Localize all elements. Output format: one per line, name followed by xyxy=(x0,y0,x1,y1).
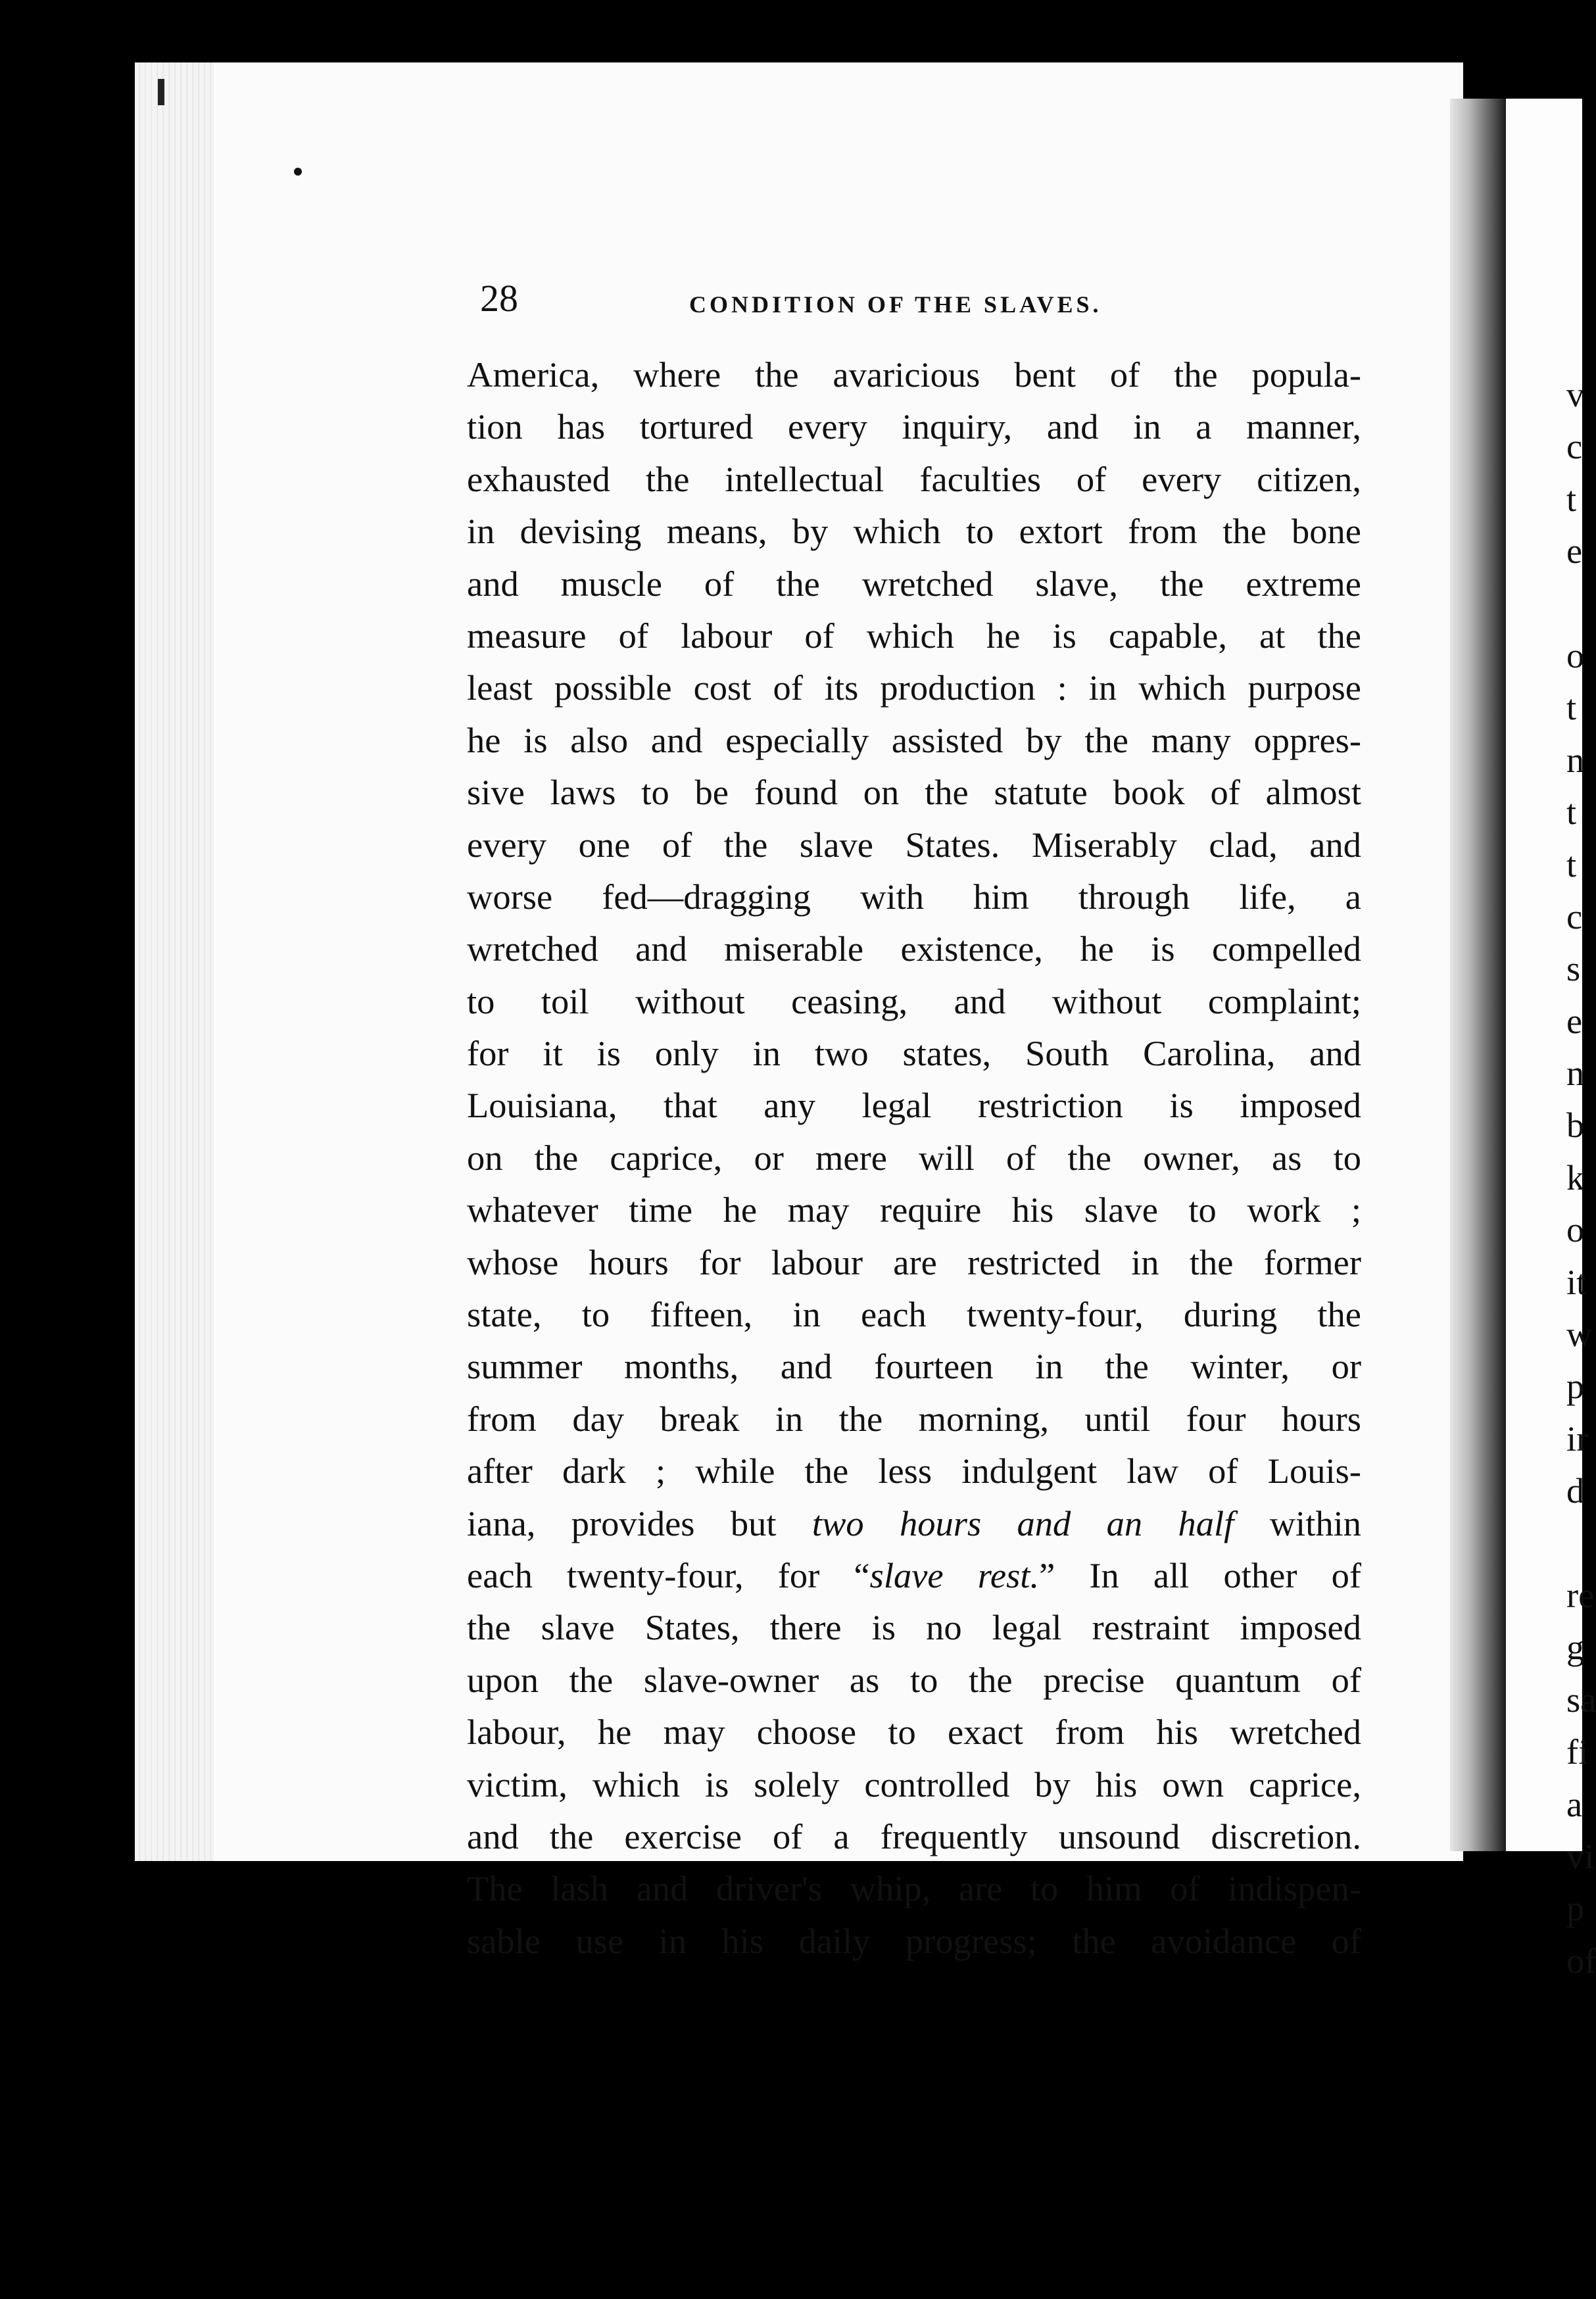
text-line: and muscle of the wretched slave, the extreme xyxy=(467,563,1361,604)
fragment: t xyxy=(1566,792,1577,833)
fragment: o xyxy=(1566,1209,1585,1250)
fragment: fi xyxy=(1566,1731,1589,1772)
fragment: d xyxy=(1566,1470,1585,1511)
fragment: c xyxy=(1566,896,1583,936)
fragment: t xyxy=(1566,687,1577,728)
text-line-with-italic xyxy=(467,1497,1361,1549)
text-run: iana, provides but xyxy=(467,1503,812,1543)
fragment: p xyxy=(1566,1888,1585,1929)
fragment: of xyxy=(1566,1940,1596,1981)
text-line: America, where the avaricious bent of the popula- xyxy=(467,354,1361,395)
text-line: least possible cost of its production : in which purpose xyxy=(467,667,1361,708)
italic-phrase: two hours and an half xyxy=(811,1503,1234,1543)
running-head xyxy=(480,276,1368,329)
text-line: exhausted the intellectual faculties of every citizen, xyxy=(467,458,1361,499)
text-line: sive laws to be found on the statute book of almost xyxy=(467,772,1361,813)
page-edge-shading xyxy=(135,62,214,1861)
text-run: each twenty-four, for “ xyxy=(467,1555,870,1595)
text-line: state, to fifteen, in each twenty-four, during the xyxy=(467,1294,1361,1335)
fragment xyxy=(1566,577,1582,629)
text-line: for it is only in two states, South Carolina, and xyxy=(467,1033,1361,1074)
text-line: in devising means, by which to extort from the bone xyxy=(467,511,1361,552)
text-line: wretched and miserable existence, he is compelled xyxy=(467,929,1361,969)
fragment xyxy=(1566,1517,1582,1569)
fragment: ir xyxy=(1566,1418,1589,1459)
fragment: w xyxy=(1566,1314,1593,1355)
text-run: ” In all other of xyxy=(1039,1555,1361,1595)
fragment: p xyxy=(1566,1366,1585,1407)
fragment: g xyxy=(1566,1627,1585,1668)
fragment: t xyxy=(1566,478,1577,519)
text-line: from day break in the morning, until four hours xyxy=(467,1398,1361,1439)
fragment: it xyxy=(1566,1261,1587,1302)
fragment: n xyxy=(1566,1053,1585,1094)
text-line: after dark ; while the less indulgent law of Louis- xyxy=(467,1451,1361,1491)
text-line: labour, he may choose to exact from his wretched xyxy=(467,1712,1361,1753)
page-gutter-shadow xyxy=(1450,99,1506,1851)
ink-dot xyxy=(294,168,302,176)
fragment: o xyxy=(1566,635,1585,675)
italic-phrase: slave rest. xyxy=(869,1555,1040,1595)
text-line: he is also and especially assisted by the many oppres- xyxy=(467,719,1361,760)
text-line: tion has tortured every inquiry, and in a manner, xyxy=(467,406,1361,447)
fragment: e xyxy=(1566,1000,1583,1041)
text-line: to toil without ceasing, and without complaint; xyxy=(467,980,1361,1021)
text-line: whatever time he may require his slave to work ; xyxy=(467,1190,1361,1230)
page-number: 28 xyxy=(480,277,518,320)
binding-mark xyxy=(158,79,164,105)
text-line: Louisiana, that any legal restriction is imposed xyxy=(467,1085,1361,1126)
facing-page-fragments xyxy=(1566,368,1596,1987)
fragment: k xyxy=(1566,1157,1585,1198)
fragment: e xyxy=(1566,531,1583,571)
fragment: t xyxy=(1566,844,1577,884)
text-line: upon the slave-owner as to the precise quantum of xyxy=(467,1659,1361,1700)
text-line: and the exercise of a frequently unsound discretion. xyxy=(467,1816,1361,1856)
running-title: CONDITION OF THE SLAVES. xyxy=(689,291,1102,318)
fragment: vi xyxy=(1566,1835,1595,1876)
fragment: a xyxy=(1566,1783,1583,1824)
text-line: measure of labour of which he is capable, at the xyxy=(467,615,1361,656)
fragment: v xyxy=(1566,374,1585,414)
text-line-with-italic xyxy=(467,1549,1361,1601)
text-line: victim, which is solely controlled by his own caprice, xyxy=(467,1764,1361,1804)
text-run: within xyxy=(1234,1503,1361,1543)
text-line: on the caprice, or mere will of the owner, as to xyxy=(467,1137,1361,1178)
text-line: worse fed—dragging with him through life, a xyxy=(467,876,1361,917)
fragment: b xyxy=(1566,1105,1585,1146)
fragment: re xyxy=(1566,1574,1595,1615)
text-line: the slave States, there is no legal restraint imposed xyxy=(467,1607,1361,1648)
text-line: sable use in his daily progress; the avoidance of xyxy=(467,1920,1361,1961)
body-text xyxy=(467,349,1361,1967)
fragment: n xyxy=(1566,739,1585,780)
fragment: c xyxy=(1566,426,1583,467)
fragment: sa xyxy=(1566,1679,1596,1720)
text-line: whose hours for labour are restricted in the former xyxy=(467,1242,1361,1282)
text-line: every one of the slave States. Miserably clad, and xyxy=(467,824,1361,865)
fragment: s xyxy=(1566,948,1581,989)
text-line: The lash and driver's whip, are to him of indispen- xyxy=(467,1868,1361,1909)
text-line: summer months, and fourteen in the winter, or xyxy=(467,1346,1361,1387)
